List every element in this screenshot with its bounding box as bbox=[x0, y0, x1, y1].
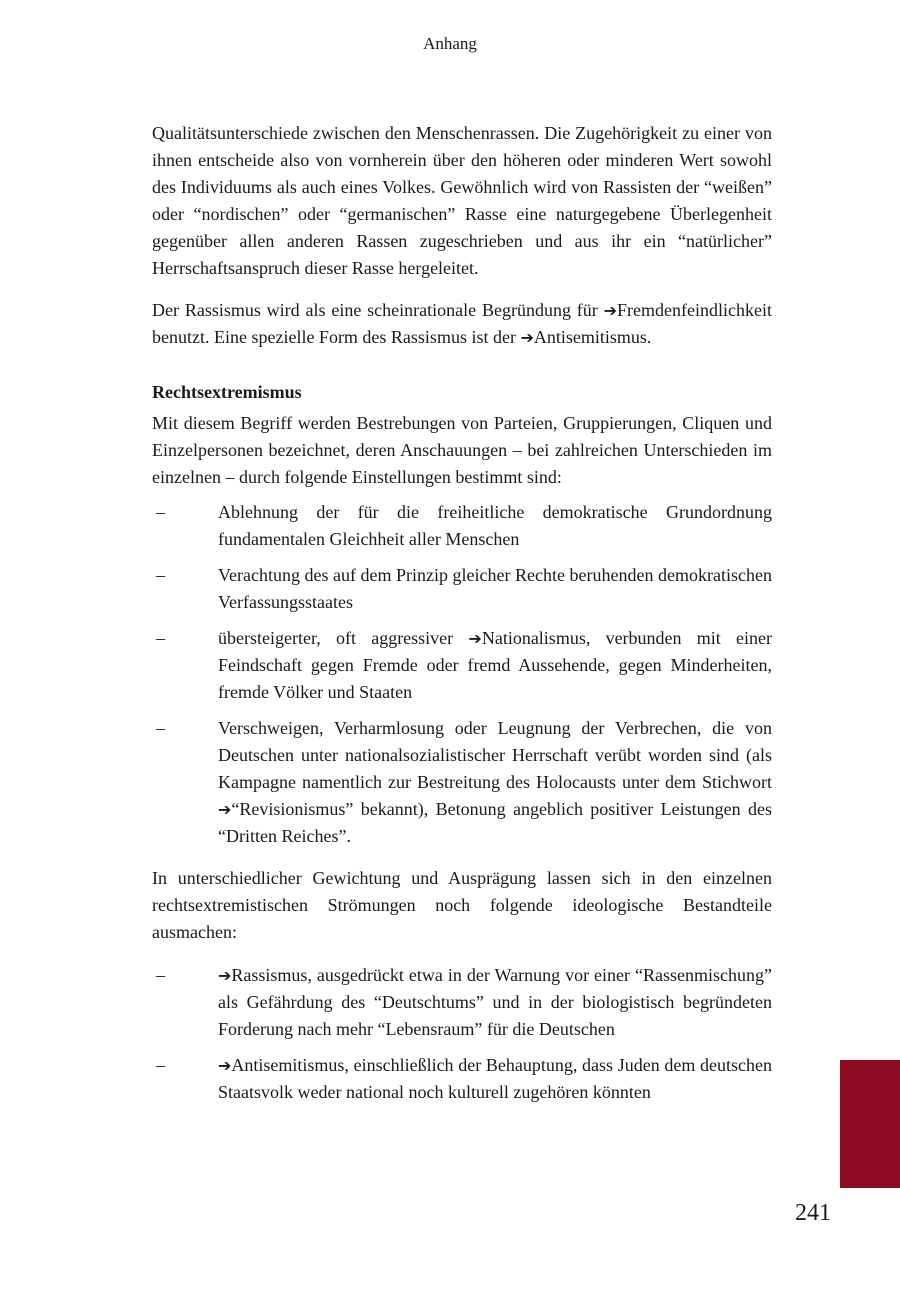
dash-marker: – bbox=[156, 965, 165, 985]
crossref-revisionismus[interactable]: “Revisionismus” bbox=[231, 799, 354, 819]
list-item: – Ablehnung der für die freiheitliche demokratische Grundordnung fundamentalen Gleichheit aller Menschen bbox=[152, 499, 772, 553]
list-item: – Verachtung des auf dem Prinzip gleicher Rechte beruhenden demokratischen Verfassungsstaates bbox=[152, 562, 772, 616]
dash-marker: – bbox=[156, 628, 165, 648]
crossref-rassismus[interactable]: Rassismus bbox=[231, 965, 308, 985]
section-heading-rechtsextremismus: Rechtsextremismus bbox=[152, 382, 302, 402]
paragraph-ideologische-bestandteile: In unterschiedlicher Gewichtung und Ausprägung lassen sich in den einzelnen rechtsextremistischen Strömungen noch folgende ideologische Bestandteile ausmachen: bbox=[152, 868, 772, 942]
crossref-arrow-icon: ➔ bbox=[218, 966, 232, 985]
crossref-antisemitismus[interactable]: Antisemitismus bbox=[533, 327, 647, 347]
crossref-fremdenfeindlichkeit[interactable]: Fremdenfeindlichkeit bbox=[617, 300, 772, 320]
page-body bbox=[152, 120, 772, 1115]
crossref-arrow-icon: ➔ bbox=[603, 301, 618, 320]
list-einstellungen bbox=[152, 499, 772, 850]
dash-marker: – bbox=[156, 502, 165, 522]
crossref-arrow-icon: ➔ bbox=[218, 800, 232, 819]
crossref-arrow-icon: ➔ bbox=[520, 328, 534, 347]
crossref-nationalismus[interactable]: Nationalismus bbox=[481, 628, 586, 648]
paragraph-rassismus-crossref: Der Rassismus wird als eine scheinrationale Begründung für ➔Fremdenfeindlichkeit benutzt. Eine spezielle Form des Rassismus ist der ➔Antisemitismus. bbox=[152, 300, 772, 347]
paragraph-rassismus-continued: Qualitätsunterschiede zwischen den Menschenrassen. Die Zugehörigkeit zu einer von ihnen entscheide also von vornherein über den höheren oder minderen Wert sowohl des Individuums als auch eines Volkes. Gewöhnlich wird von Rassisten der “weißen” oder “nordischen” oder “germanischen” Rasse eine naturgegebene Überlegenheit gegenüber allen anderen Rassen zugeschrieben und aus ihr ein “natürlicher” Herrschaftsanspruch dieser Rasse hergeleitet. bbox=[152, 123, 772, 278]
dash-marker: – bbox=[156, 718, 165, 738]
list-item: – ➔Antisemitismus, einschließlich der Behauptung, dass Juden dem deutschen Staatsvolk weder national noch kulturell zugehören könnten bbox=[152, 1052, 772, 1106]
dash-marker: – bbox=[156, 565, 165, 585]
running-header: Anhang bbox=[423, 34, 477, 53]
paragraph-rechtsextremismus-intro: Mit diesem Begriff werden Bestrebungen von Parteien, Gruppierungen, Cliquen und Einzelpersonen bezeichnet, deren Anschauungen – bei zahlreichen Unterschieden im einzelnen – durch folgende Einstellungen bestimmt sind: bbox=[152, 413, 772, 487]
crossref-antisemitismus-2[interactable]: Antisemitismus bbox=[231, 1055, 345, 1075]
chapter-tab-marker bbox=[840, 1060, 900, 1188]
crossref-arrow-icon: ➔ bbox=[468, 629, 482, 648]
crossref-arrow-icon: ➔ bbox=[218, 1056, 232, 1075]
list-item: – übersteigerter, oft aggressiver ➔Nationalismus, verbunden mit einer Feindschaft gegen Fremde oder fremd Aussehende, gegen Minderheiten, fremde Völker und Staaten bbox=[152, 625, 772, 706]
list-item: – Verschweigen, Verharmlosung oder Leugnung der Verbrechen, die von Deutschen unter nationalsozialistischer Herrschaft verübt worden sind (als Kampagne namentlich zur Bestreitung des Holocausts unter dem Stichwort ➔“Revisionismus” bekannt), Betonung angeblich positiver Leistungen des “Dritten Reiches”. bbox=[152, 715, 772, 850]
list-bestandteile bbox=[152, 962, 772, 1106]
dash-marker: – bbox=[156, 1055, 165, 1075]
page-number: 241 bbox=[795, 1200, 831, 1226]
list-item: – ➔Rassismus, ausgedrückt etwa in der Warnung vor einer “Rassenmischung” als Gefährdung des “Deutschtums” und in der biologistisch begründeten Forderung nach mehr “Lebensraum” für die Deutschen bbox=[152, 962, 772, 1043]
